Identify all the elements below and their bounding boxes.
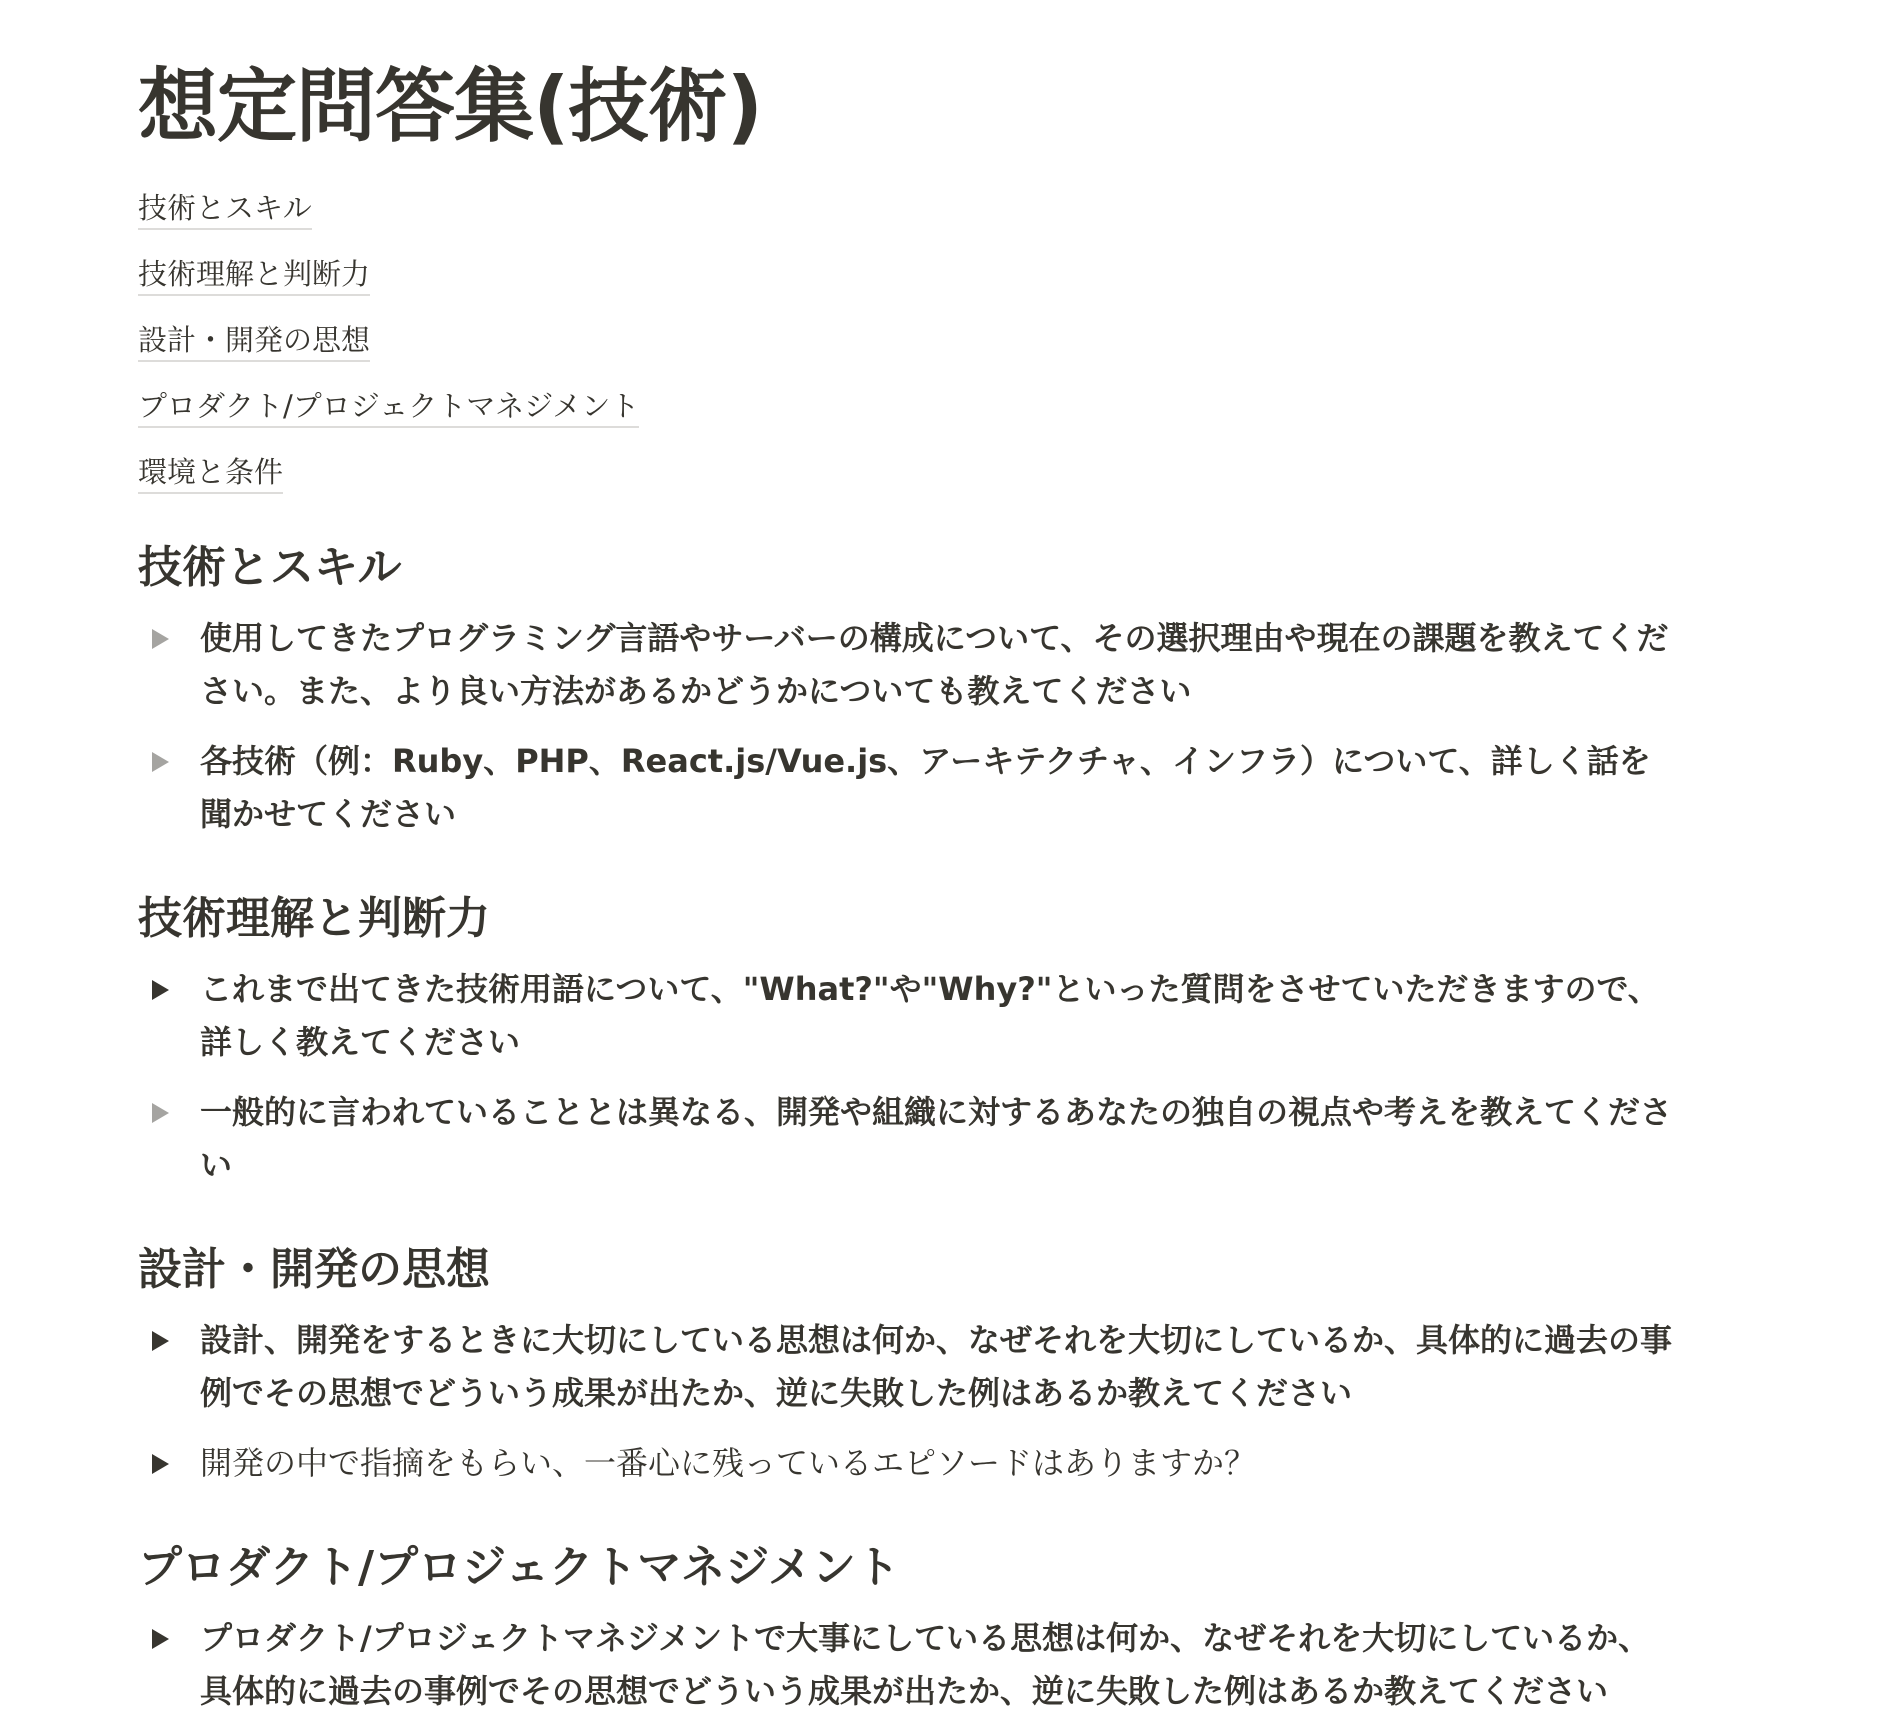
section-heading[interactable]: 設計・開発の思想 bbox=[138, 1244, 490, 1295]
toggle-block bbox=[138, 735, 1683, 841]
section-heading[interactable]: 技術理解と判断力 bbox=[138, 893, 490, 944]
toggle-block bbox=[138, 1437, 1683, 1490]
toggle-arrow-icon[interactable] bbox=[138, 1437, 200, 1490]
toggle-question-text[interactable]: これまで出てきた技術用語について、"What?"や"Why?"といった質問をさせていただきますので、詳しく教えてください bbox=[200, 970, 1660, 1061]
toc-link-design-philosophy[interactable]: 設計・開発の思想 bbox=[138, 320, 370, 362]
toc-link-tech-skills[interactable]: 技術とスキル bbox=[138, 188, 312, 230]
section-tech-skills bbox=[138, 538, 1683, 841]
toc-link-environment[interactable]: 環境と条件 bbox=[138, 452, 283, 494]
table-of-contents bbox=[138, 188, 1683, 518]
toggle-question-text[interactable]: 各技術（例：Ruby、PHP、React.js/Vue.js、アーキテクチャ、インフラ）について、詳しく話を聞かせてください bbox=[200, 742, 1651, 833]
toggle-question-text[interactable]: 使用してきたプログラミング言語やサーバーの構成について、その選択理由や現在の課題を教えてください。また、より良い方法があるかどうかについても教えてください bbox=[200, 619, 1669, 710]
toggle-question-text[interactable]: 設計、開発をするときに大切にしている思想は何か、なぜそれを大切にしているか、具体的に過去の事例でその思想でどういう成果が出たか、逆に失敗した例はあるか教えてください bbox=[200, 1321, 1673, 1412]
toggle-block bbox=[138, 1612, 1683, 1718]
document-page bbox=[138, 0, 1683, 1718]
toggle-question-text[interactable]: 開発の中で指摘をもらい、一番心に残っているエピソードはありますか？ bbox=[200, 1444, 1257, 1482]
section-heading[interactable]: プロダクト/プロジェクトマネジメント bbox=[138, 1542, 900, 1593]
toggle-arrow-icon[interactable] bbox=[138, 963, 200, 1016]
toc-link-tech-judgment[interactable]: 技術理解と判断力 bbox=[138, 254, 370, 296]
toc-item bbox=[138, 254, 1683, 320]
toggle-arrow-icon[interactable] bbox=[138, 612, 200, 665]
toggle-arrow-icon[interactable] bbox=[138, 1612, 200, 1665]
section-heading[interactable]: 技術とスキル bbox=[138, 542, 402, 593]
toggle-arrow-icon[interactable] bbox=[138, 735, 200, 788]
toggle-block bbox=[138, 612, 1683, 718]
section-design-philosophy bbox=[138, 1240, 1683, 1490]
toc-item bbox=[138, 188, 1683, 254]
toc-item bbox=[138, 320, 1683, 386]
toggle-block bbox=[138, 963, 1683, 1069]
toc-item bbox=[138, 386, 1683, 452]
toggle-question-text[interactable]: プロダクト/プロジェクトマネジメントで大事にしている思想は何か、なぜそれを大切にしているか、具体的に過去の事例でその思想でどういう成果が出たか、逆に失敗した例はあるか教えてください bbox=[200, 1619, 1651, 1710]
section-tech-judgment bbox=[138, 889, 1683, 1192]
page-title[interactable]: 想定問答集(技術) bbox=[138, 60, 763, 153]
toggle-arrow-icon[interactable] bbox=[138, 1086, 200, 1139]
section-product-management bbox=[138, 1538, 1683, 1718]
toggle-block bbox=[138, 1086, 1683, 1192]
toc-item bbox=[138, 452, 1683, 518]
toc-link-product-management[interactable]: プロダクト/プロジェクトマネジメント bbox=[138, 386, 639, 428]
toggle-question-text[interactable]: 一般的に言われていることとは異なる、開発や組織に対するあなたの独自の視点や考えを教えてください bbox=[200, 1093, 1673, 1184]
toggle-arrow-icon[interactable] bbox=[138, 1314, 200, 1367]
toggle-block bbox=[138, 1314, 1683, 1420]
